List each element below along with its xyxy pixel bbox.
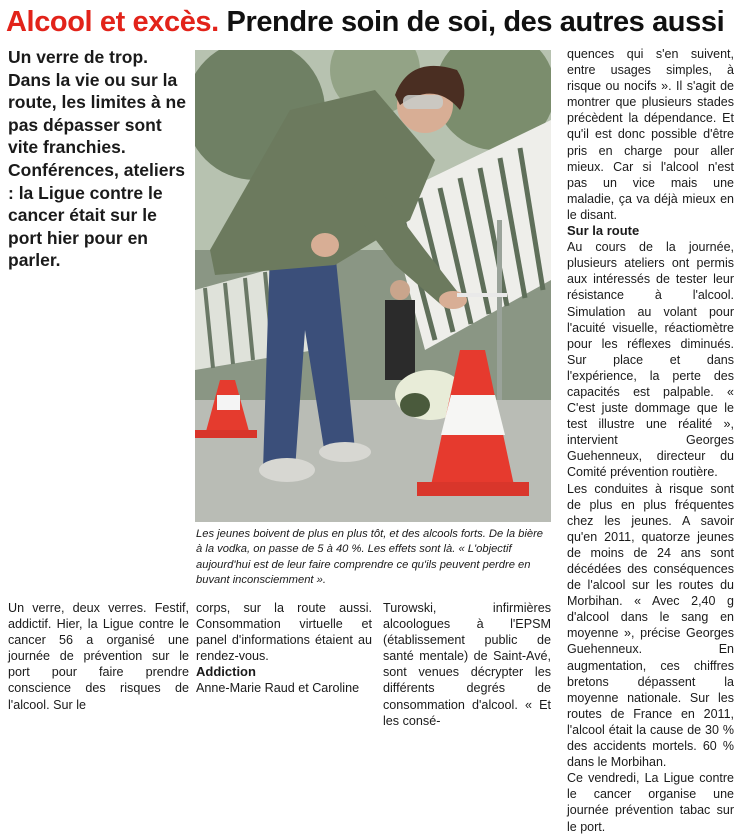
article-headline: [6, 2, 741, 42]
body-column-2: [196, 600, 372, 697]
body-paragraph: quences qui s'en suivent, entre usages simples, à risque ou nocifs ». Il s'agit de montrer que plusieurs stades précèdent la dépendance. Et qu'il est donc possible d'être pris en charge pour aller mieux. Car si l'alcool n'est pas un vice mais une maladie, ça va déjà mieux en le disant.: [567, 47, 734, 222]
body-paragraph: Ce vendredi, La Ligue contre le cancer organise une journée prévention tabac sur le port.: [567, 771, 734, 834]
headline-kicker: Alcool et excès.: [6, 6, 219, 38]
article-lead: Un verre de trop. Dans la vie ou sur la route, les limites à ne pas dépasser sont vite franchies. Conférences, ateliers : la Ligue contre le cancer était sur le port hier pour en parler.: [8, 47, 186, 271]
body-paragraph: Anne-Marie Raud et Caroline: [196, 681, 360, 696]
body-paragraph: corps, sur la route aussi. Consommation virtuelle et panel d'informations étaient au rendez-vous.: [196, 601, 372, 664]
subheading-addiction: Addiction: [196, 664, 256, 680]
body-paragraph: Les conduites à risque sont de plus en plus fréquentes chez les jeunes. A savoir qu'en 2011, quatorze jeunes de moins de 24 ans sont décédées des conséquences de l'alcool sur les routes du Morbihan. « Avec 2,40 g d'alcool dans le sang en moyenne », précise Georges Guehenneux. En augmentation, ces chiffres bretons dépassent la moyenne nationale. Sur les routes de France en 2011, l'alcool était la cause de 30 % des accidents mortels. 60 % dans le Morbihan.: [567, 481, 734, 770]
body-paragraph: Turowski, infirmières alcoologues à l'EPSM (établissement public de santé mentale) de Saint-Avé, sont venues décrypter les différents degrés de consommation d'alcool. « Et les consé-: [383, 601, 551, 728]
body-paragraph: Un verre, deux verres. Festif, addictif. Hier, la Ligue contre le cancer 56 a organisé une journée de prévention sur le port pour faire prendre conscience des risques de l'alcool. Sur le: [8, 601, 189, 712]
body-paragraph: Au cours de la journée, plusieurs ateliers ont permis aux intéressés de tester leur résistance à l'alcool. Simulation au volant pour l'acuité visuelle, réactiomètre pour les réflexes diminués. Sur place et dans l'expérience, la perte des capacités est palpable. « C'est juste dommage que le test illustre une réalité », intervient Georges Guehenneux, directeur du Comité prévention routière.: [567, 240, 734, 480]
body-column-3: [383, 600, 551, 729]
photo-illustration: [195, 50, 551, 522]
article-photo: [195, 50, 551, 522]
headline-title: Prendre soin de soi, des autres aussi: [226, 6, 725, 38]
body-column-1: [8, 600, 189, 713]
body-column-right: [567, 46, 734, 835]
photo-caption: Les jeunes boivent de plus en plus tôt, et des alcools forts. De la bière à la vodka, on passe de 5 à 40 %. Les effets sont là. « L'objectif aujourd'hui est de leur faire comprendre ce qu'ils peuvent perdre en buvant inconsciemment ».: [196, 528, 544, 587]
subheading-sur-la-route: Sur la route: [567, 223, 640, 239]
